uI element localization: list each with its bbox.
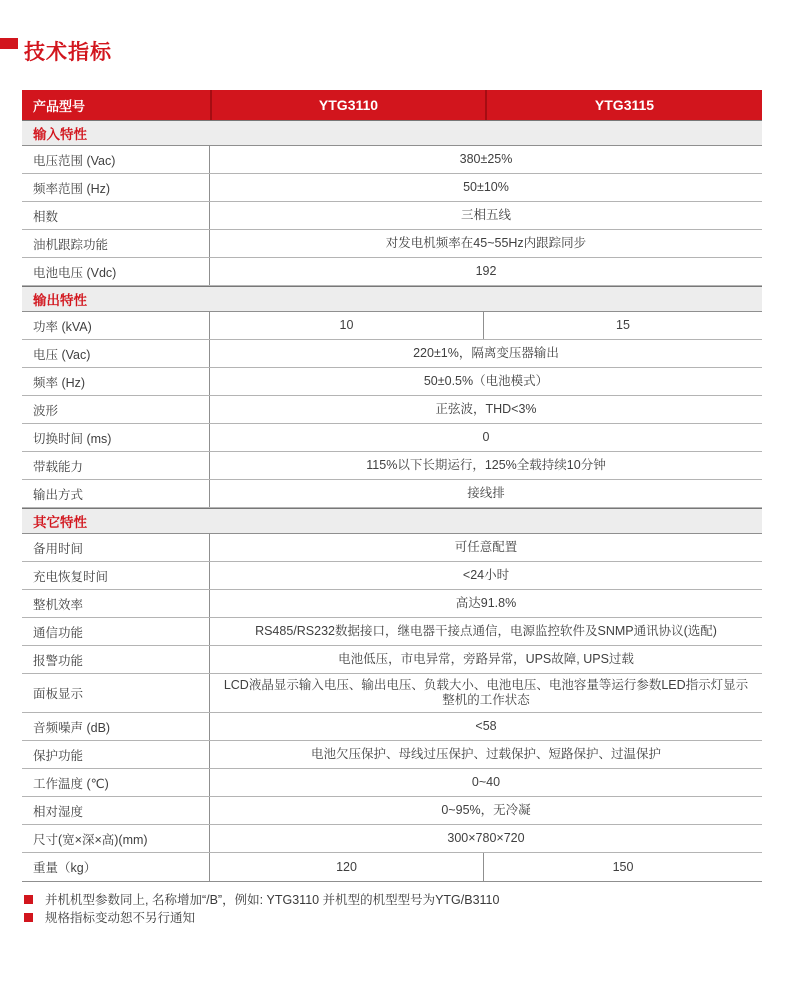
spec-row <box>22 713 762 741</box>
footnote-text: 规格指标变动恕不另行通知 <box>45 911 196 925</box>
row-value: 220±1%，隔离变压器输出 <box>413 346 559 360</box>
spec-row <box>22 202 762 230</box>
row-value: 电池欠压保护、母线过压保护、过载保护、短路保护、过温保护 <box>310 747 661 761</box>
row-value: 高达91.8% <box>455 596 517 610</box>
row-label: 输出方式 <box>22 480 210 507</box>
header-model-ytg3115: YTG3115 <box>485 90 762 120</box>
row-value: 0 <box>482 430 490 444</box>
spec-row <box>22 230 762 258</box>
row-value: 192 <box>475 264 497 278</box>
footnote-bullet-icon <box>24 913 33 922</box>
row-label: 音频噪声 (dB) <box>22 713 210 740</box>
spec-row <box>22 368 762 396</box>
section-header: 输入特性 <box>22 120 762 146</box>
spec-row <box>22 534 762 562</box>
row-label: 通信功能 <box>22 618 210 645</box>
row-value: 可任意配置 <box>454 540 518 554</box>
row-value: 115%以下长期运行，125%全载持续10分钟 <box>366 458 606 472</box>
page-title: 技术指标 <box>24 41 112 64</box>
row-label: 充电恢复时间 <box>22 562 210 589</box>
row-label: 油机跟踪功能 <box>22 230 210 257</box>
row-value: RS485/RS232数据接口，继电器干接点通信，电源监控软件及SNMP通讯协议(选配) <box>255 624 717 638</box>
spec-row <box>22 618 762 646</box>
row-value: 50±0.5%（电池模式） <box>423 374 549 388</box>
spec-row <box>22 174 762 202</box>
row-value: 三相五线 <box>460 208 511 222</box>
spec-row <box>22 646 762 674</box>
row-value: <58 <box>475 719 497 733</box>
row-label: 备用时间 <box>22 534 210 561</box>
table-header-row <box>22 90 762 120</box>
row-label: 整机效率 <box>22 590 210 617</box>
row-value: 300×780×720 <box>447 831 525 845</box>
row-label: 报警功能 <box>22 646 210 673</box>
row-value: <24小时 <box>462 568 510 582</box>
spec-row <box>22 146 762 174</box>
row-label: 切换时间 (ms) <box>22 424 210 451</box>
table-body <box>22 120 762 881</box>
row-label: 功率 (kVA) <box>22 312 210 339</box>
row-label: 重量（kg） <box>22 853 210 881</box>
footnotes <box>24 891 790 927</box>
row-label: 工作温度 (℃) <box>22 769 210 796</box>
spec-row <box>22 312 762 340</box>
footnote-item <box>24 909 790 927</box>
row-label: 保护功能 <box>22 741 210 768</box>
spec-row <box>22 452 762 480</box>
row-label: 尺寸(宽×深×高)(mm) <box>22 825 210 852</box>
spec-row <box>22 825 762 853</box>
section-header: 输出特性 <box>22 286 762 312</box>
spec-row <box>22 590 762 618</box>
footnote-item <box>24 891 790 909</box>
row-value: 对发电机频率在45~55Hz内跟踪同步 <box>385 236 587 250</box>
footnote-text: 并机机型参数同上, 名称增加“/B”，例如: YTG3110 并机型的机型型号为YTG/B3110 <box>45 893 500 907</box>
spec-row <box>22 396 762 424</box>
row-value-model1: 120 <box>210 853 484 881</box>
spec-row <box>22 797 762 825</box>
row-label: 频率范围 (Hz) <box>22 174 210 201</box>
row-label: 电压范围 (Vac) <box>22 146 210 173</box>
header-model-ytg3110: YTG3110 <box>210 90 485 120</box>
footnote-bullet-icon <box>24 895 33 904</box>
spec-row <box>22 340 762 368</box>
row-value-model2: 15 <box>616 318 630 332</box>
row-value: 380±25% <box>459 152 513 166</box>
row-label: 波形 <box>22 396 210 423</box>
row-label: 电压 (Vac) <box>22 340 210 367</box>
spec-row <box>22 769 762 797</box>
corner-mark <box>0 38 18 49</box>
header-product-model-label: 产品型号 <box>33 98 86 114</box>
spec-row <box>22 562 762 590</box>
spec-row <box>22 674 762 713</box>
row-value: 0~95%，无冷凝 <box>441 803 531 817</box>
spec-row <box>22 853 762 881</box>
row-value: 接线排 <box>467 486 505 500</box>
spec-row <box>22 424 762 452</box>
spec-row <box>22 741 762 769</box>
row-value-model1: 10 <box>210 312 484 339</box>
row-value: LCD液晶显示输入电压、输出电压、负载大小、电池电压、电池容量等运行参数LED指示灯显示整机的工作状态 <box>223 678 749 707</box>
spec-row <box>22 480 762 508</box>
section-header: 其它特性 <box>22 508 762 534</box>
row-value: 50±10% <box>463 180 509 194</box>
spec-row <box>22 258 762 286</box>
row-value-model2: 150 <box>612 859 634 874</box>
row-label: 相对湿度 <box>22 797 210 824</box>
row-value: 0~40 <box>471 775 501 789</box>
spec-table <box>22 90 762 882</box>
row-label: 频率 (Hz) <box>22 368 210 395</box>
row-label: 电池电压 (Vdc) <box>22 258 210 285</box>
row-label: 相数 <box>22 202 210 229</box>
row-value: 正弦波，THD<3% <box>435 402 537 416</box>
row-label: 带载能力 <box>22 452 210 479</box>
row-value: 电池低压，市电异常，旁路异常，UPS故障, UPS过载 <box>338 652 634 666</box>
row-label: 面板显示 <box>22 674 210 712</box>
